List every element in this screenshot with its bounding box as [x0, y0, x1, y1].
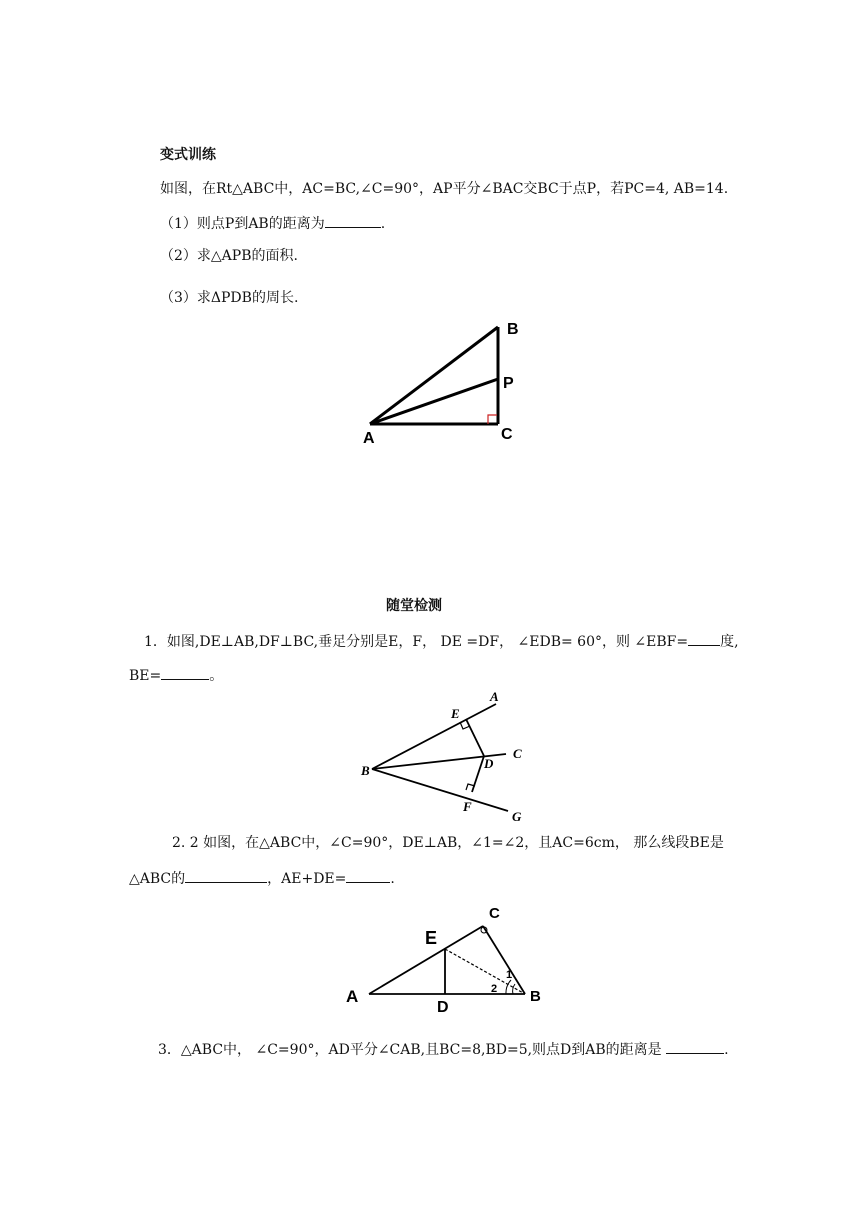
- question-2: （2）求△APB的面积.: [160, 248, 298, 264]
- answer-blank[interactable]: [688, 631, 720, 646]
- label-b: B: [507, 321, 519, 338]
- label-p: P: [503, 375, 514, 392]
- question-1-text: （1）则点P到AB的距离为: [160, 216, 325, 232]
- label-g: G: [512, 809, 522, 824]
- check-question-3: 3．△ABC中， ∠C=90°，AD平分∠CAB,且BC=8,BD=5,则点D到AB的距离是 .: [158, 1039, 729, 1059]
- segment-ab: [370, 327, 498, 424]
- label-d: D: [437, 999, 449, 1016]
- segment-ap: [370, 379, 498, 424]
- label-e: E: [425, 928, 438, 948]
- label-angle-1: 1: [506, 969, 513, 981]
- label-d: D: [484, 756, 494, 771]
- answer-blank[interactable]: [185, 868, 267, 883]
- angle-arc-b: [506, 980, 511, 994]
- label-b: B: [530, 988, 541, 1005]
- check-question-1-line1: 1．如图,DE⊥AB,DF⊥BC,垂足分别是E，F， DE =DF， ∠EDB= 60°，则 ∠EBF= 度,: [144, 631, 739, 651]
- question-3: （3）求ΔPDB的周长.: [160, 290, 299, 306]
- label-b: B: [361, 763, 370, 778]
- figure-right-triangle-apc: [355, 318, 535, 448]
- section-heading-class-check: 随堂检测: [386, 598, 442, 614]
- label-c: C: [489, 905, 500, 922]
- figure-triangle-abc-with-de: [343, 904, 553, 1016]
- label-a: A: [346, 987, 359, 1006]
- segment-df: [472, 756, 484, 792]
- label-c: C: [501, 426, 513, 443]
- label-angle-2: 2: [491, 983, 498, 995]
- label-c: C: [513, 746, 522, 761]
- label-a: A: [490, 689, 499, 704]
- figure-angle-bisector-bd: [356, 688, 536, 824]
- ray-bg: [372, 769, 508, 811]
- problem-statement: 如图，在Rt△ABC中，AC=BC,∠C=90°，AP平分∠BAC交BC于点P，若PC=4, AB=14.: [160, 181, 729, 197]
- segment-cb: [483, 926, 525, 994]
- answer-blank[interactable]: [666, 1039, 724, 1054]
- label-e: E: [451, 706, 460, 721]
- ray-ba: [372, 704, 496, 769]
- label-a: A: [363, 430, 375, 447]
- check-question-2-line1: 2. 2 如图，在△ABC中，∠C=90°，DE⊥AB，∠1=∠2，且AC=6cm， 那么线段BE是: [172, 835, 724, 851]
- question-1: （1）则点P到AB的距离为 .: [160, 213, 385, 233]
- check-question-1-line2: BE= 。: [129, 665, 223, 685]
- answer-blank[interactable]: [325, 213, 381, 228]
- section-heading-variant-training: 变式训练: [160, 147, 216, 163]
- segment-de: [466, 719, 484, 756]
- answer-blank[interactable]: [161, 665, 209, 680]
- angle-arc-b-inner: [513, 984, 515, 994]
- label-f: F: [463, 799, 472, 814]
- answer-blank[interactable]: [346, 868, 390, 883]
- check-question-2-line2: △ABC的 ，AE+DE= .: [129, 868, 395, 888]
